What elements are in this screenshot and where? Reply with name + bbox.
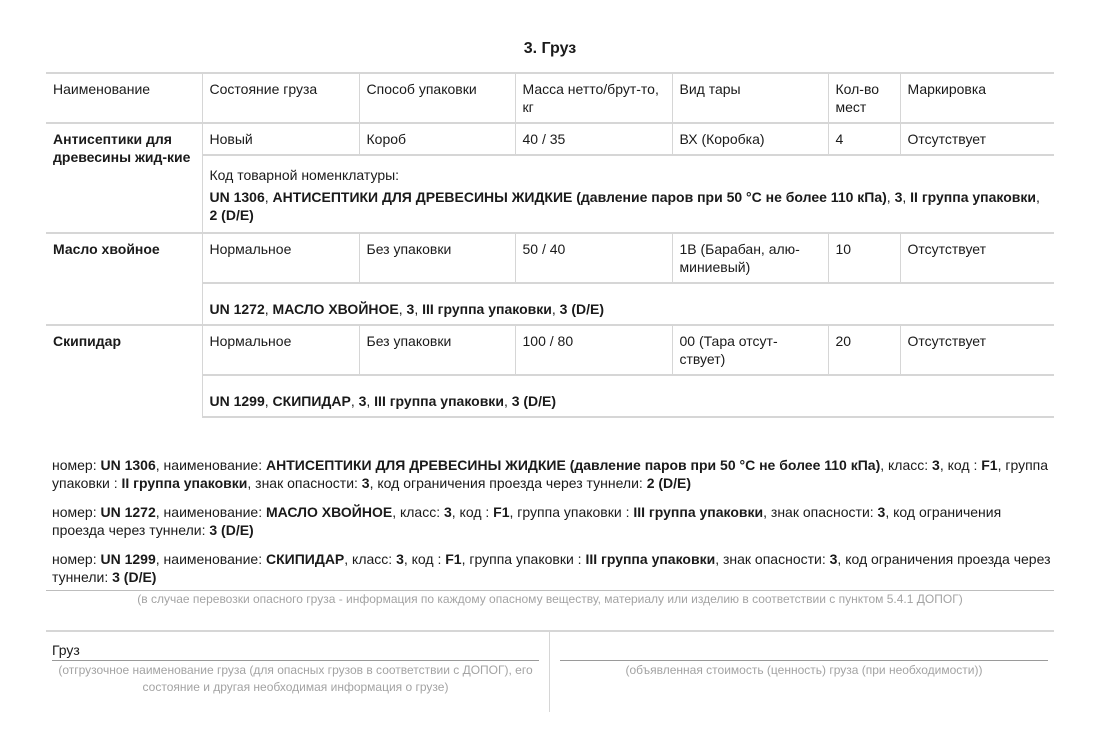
- table-header-row: [46, 73, 1054, 123]
- info-un-number: UN 1272: [100, 504, 156, 520]
- dangerous-goods-note: (в случае перевозки опасного груза - информация по каждому опасному веществу, материалу или изделию в соответствии с пунктом 5.4.1 ДОПОГ): [46, 590, 1054, 606]
- info-label: , группа упаковки :: [461, 551, 586, 567]
- cargo-name: Масло хвойное: [46, 233, 202, 325]
- cargo-marking: Отсутствует: [900, 233, 1054, 283]
- un-packing-group: II группа упаковки: [910, 189, 1037, 205]
- cargo-field: [46, 632, 550, 712]
- info-shipping-name: СКИПИДАР: [266, 551, 345, 567]
- declared-value-hint: (объявленная стоимость (ценность) груза (при необходимости)): [625, 663, 983, 677]
- info-tunnel-code: 3 (D/E): [112, 569, 157, 585]
- info-label: , класс:: [344, 551, 397, 567]
- un-tunnel-code: 3 (D/E): [559, 301, 604, 317]
- separator: ,: [886, 189, 895, 205]
- info-un-number: UN 1299: [100, 551, 156, 567]
- cargo-packing: Без упаковки: [359, 233, 515, 283]
- un-tunnel-code: 3 (D/E): [511, 393, 557, 409]
- cargo-state: Новый: [202, 123, 359, 155]
- info-label: номер:: [52, 457, 101, 473]
- cargo-footer: [46, 630, 1054, 714]
- separator: ,: [366, 393, 375, 409]
- separator: ,: [1036, 189, 1040, 205]
- cargo-label: Груз: [52, 642, 80, 658]
- info-label: , наименование:: [155, 504, 266, 520]
- info-label: , группа упаковки :: [52, 457, 1049, 491]
- info-label: , знак опасности:: [247, 475, 362, 491]
- separator: ,: [264, 393, 273, 409]
- table-row: [46, 123, 1054, 155]
- cargo-container: 00 (Тара отсут-ствует): [672, 325, 828, 375]
- table-row: [46, 325, 1054, 375]
- un-shipping-name: МАСЛО ХВОЙНОЕ: [272, 301, 399, 317]
- info-label: номер:: [52, 504, 101, 520]
- cargo-container: 1В (Барабан, алю-миниевый): [672, 233, 828, 283]
- separator: ,: [350, 393, 359, 409]
- header-container: Вид тары: [672, 73, 828, 123]
- cargo-places: 4: [828, 123, 900, 155]
- cargo-mass: 40 / 35: [515, 123, 672, 155]
- cargo-table: [46, 72, 1054, 418]
- header-packing: Способ упаковки: [359, 73, 515, 123]
- table-row: [46, 233, 1054, 283]
- underline: [560, 660, 1048, 661]
- cargo-mass: 100 / 80: [515, 325, 672, 375]
- un-class: 3: [358, 393, 367, 409]
- info-danger-sign: 3: [361, 475, 370, 491]
- separator: ,: [414, 301, 423, 317]
- info-un-number: UN 1306: [100, 457, 156, 473]
- header-mass: Масса нетто/брут-то, кг: [515, 73, 672, 123]
- info-class: 3: [932, 457, 940, 473]
- info-label: , код :: [403, 551, 446, 567]
- info-danger-sign: 3: [877, 504, 886, 520]
- un-shipping-name: АНТИСЕПТИКИ ДЛЯ ДРЕВЕСИНЫ ЖИДКИЕ (давление паров при 50 °С не более 110 кПа): [272, 189, 887, 205]
- separator: ,: [902, 189, 911, 205]
- info-danger-sign: 3: [829, 551, 838, 567]
- un-class: 3: [406, 301, 415, 317]
- info-tunnel-code: 3 (D/E): [209, 522, 254, 538]
- separator: ,: [264, 189, 273, 205]
- un-number: UN 1272: [209, 301, 265, 317]
- un-number: UN 1306: [209, 189, 265, 205]
- separator: ,: [551, 301, 560, 317]
- cargo-mass: 50 / 40: [515, 233, 672, 283]
- info-label: , код ограничения проезда через туннели:: [369, 475, 647, 491]
- cargo-marking: Отсутствует: [900, 123, 1054, 155]
- info-tunnel-code: 2 (D/E): [646, 475, 692, 491]
- separator: ,: [264, 301, 273, 317]
- header-name: Наименование: [46, 73, 202, 123]
- un-description: [202, 375, 1054, 417]
- info-label: , знак опасности:: [715, 551, 830, 567]
- info-label: , класс:: [880, 457, 933, 473]
- info-label: , код ограничения проезда через туннели:: [52, 504, 1002, 538]
- info-shipping-name: МАСЛО ХВОЙНОЕ: [266, 504, 393, 520]
- un-tunnel-code: 2 (D/E): [209, 207, 254, 223]
- info-code: F1: [493, 504, 510, 520]
- info-label: , наименование:: [155, 551, 266, 567]
- cargo-packing: Короб: [359, 123, 515, 155]
- info-packing-group: II группа упаковки: [121, 475, 248, 491]
- info-label: номер:: [52, 551, 101, 567]
- section-title: 3. Груз: [523, 40, 577, 57]
- info-packing-group: III группа упаковки: [633, 504, 764, 520]
- cargo-name: Скипидар: [46, 325, 202, 417]
- cargo-name: Антисептики для древесины жид-кие: [46, 123, 202, 233]
- cargo-packing: Без упаковки: [359, 325, 515, 375]
- un-description: [202, 283, 1054, 325]
- info-label: , код ограничения проезда через туннели:: [52, 551, 1051, 585]
- cargo-places: 20: [828, 325, 900, 375]
- info-label: , код :: [939, 457, 982, 473]
- header-places: Кол-во мест: [828, 73, 900, 123]
- separator: ,: [503, 393, 512, 409]
- info-class: 3: [443, 504, 452, 520]
- cargo-marking: Отсутствует: [900, 325, 1054, 375]
- info-code: F1: [445, 551, 462, 567]
- un-number: UN 1299: [209, 393, 265, 409]
- info-shipping-name: АНТИСЕПТИКИ ДЛЯ ДРЕВЕСИНЫ ЖИДКИЕ (давление паров при 50 °С не более 110 кПа): [266, 457, 881, 473]
- underline: [52, 660, 539, 661]
- info-label: , наименование:: [155, 457, 266, 473]
- info-label: , группа упаковки :: [509, 504, 634, 520]
- cargo-container: ВХ (Коробка): [672, 123, 828, 155]
- info-label: , знак опасности:: [763, 504, 878, 520]
- info-class: 3: [396, 551, 404, 567]
- hazard-info-paragraph: [52, 503, 1052, 539]
- info-packing-group: III группа упаковки: [585, 551, 716, 567]
- separator: ,: [398, 301, 407, 317]
- hazard-info-paragraph: [52, 550, 1052, 586]
- info-label: , код :: [451, 504, 494, 520]
- cargo-places: 10: [828, 233, 900, 283]
- un-class: 3: [894, 189, 903, 205]
- cargo-state: Нормальное: [202, 325, 359, 375]
- un-description: [202, 155, 1054, 233]
- un-packing-group: III группа упаковки: [422, 301, 552, 317]
- cargo-state: Нормальное: [202, 233, 359, 283]
- hazard-info-paragraph: [52, 456, 1052, 492]
- declared-value-field: [550, 632, 1054, 712]
- code-label: Код товарной номенклатуры:: [209, 167, 400, 183]
- cargo-hint: (отгрузочное наименование груза (для опасных грузов в соответствии с ДОПОГ), его состояние и другая необходимая информация о грузе): [58, 663, 533, 694]
- header-marking: Маркировка: [900, 73, 1054, 123]
- info-code: F1: [981, 457, 998, 473]
- un-shipping-name: СКИПИДАР: [272, 393, 351, 409]
- header-state: Состояние груза: [202, 73, 359, 123]
- un-packing-group: III группа упаковки: [374, 393, 504, 409]
- info-label: , класс:: [392, 504, 444, 520]
